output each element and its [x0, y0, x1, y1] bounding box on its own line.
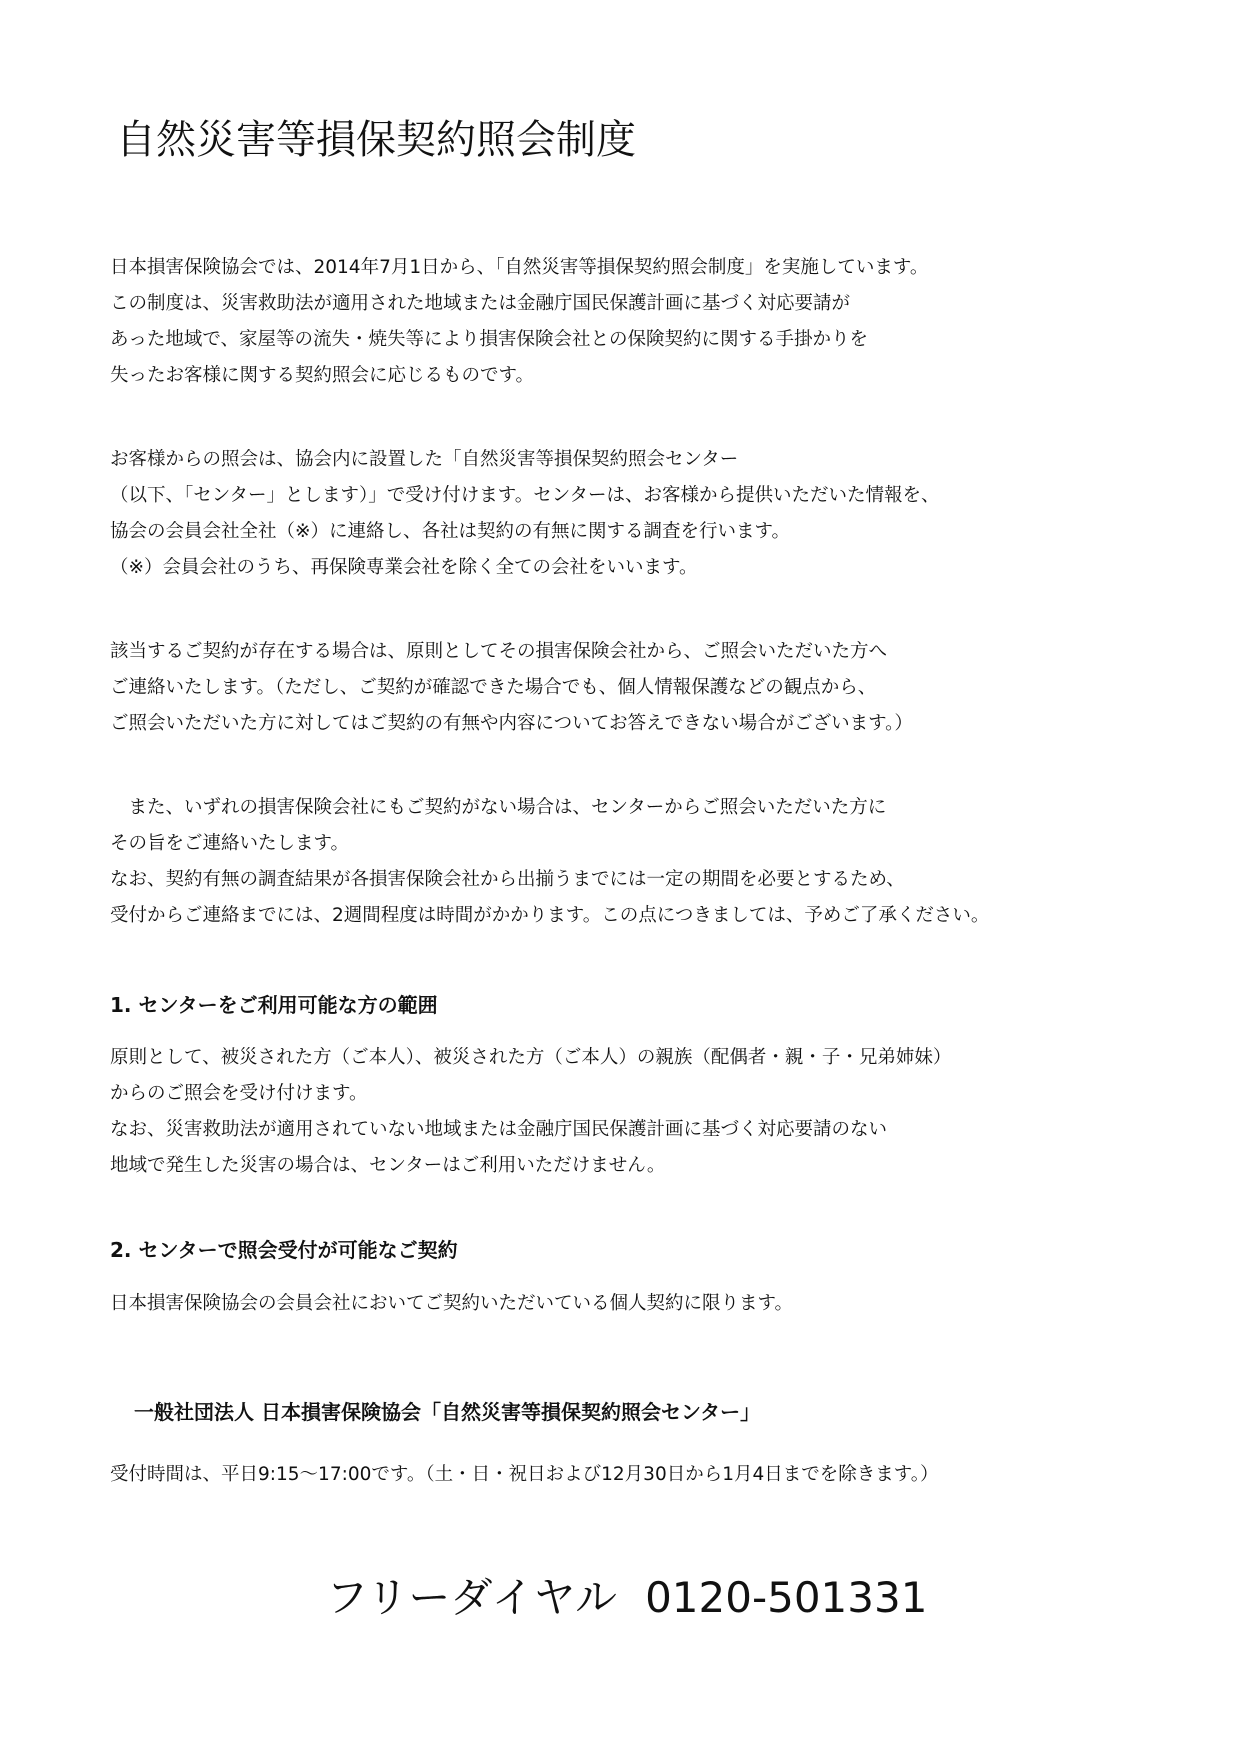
reception-hours: 受付時間は、平日9:15～17:00です。（土・日・祝日および12月30日から1月4日までを除きます。）: [110, 1464, 939, 1485]
section1-heading: 1. センターをご利用可能な方の範囲: [110, 993, 438, 1017]
page-title: 自然災害等損保契約照会制度: [116, 117, 636, 163]
section2-line: 日本損害保険協会の会員会社においてご契約いただいている個人契約に限ります。: [110, 1293, 794, 1314]
contract-found-line: ご照会いただいた方に対してはご契約の有無や内容についてお答えできない場合がございます。）: [110, 713, 913, 734]
contract-found-paragraph: [110, 634, 913, 742]
section1-line: 原則として、被災された方（ご本人）、被災された方（ご本人）の親族（配偶者・親・子・兄弟姉妹）: [110, 1047, 952, 1068]
inquiry-line: （※）会員会社のうち、再保険専業会社を除く全ての会社をいいます。: [110, 557, 698, 578]
inquiry-line: （以下、「センター」とします）」で受け付けます。センターは、お客様から提供いただいた情報を、: [110, 485, 940, 506]
inquiry-line: お客様からの照会は、協会内に設置した「自然災害等損保契約照会センター: [110, 449, 739, 470]
contract-found-line: 該当するご契約が存在する場合は、原則としてその損害保険会社から、ご照会いただいた方へ: [110, 641, 888, 662]
free-dial-number: 0120-501331: [645, 1573, 928, 1622]
organization-name: 一般社団法人 日本損害保険協会「自然災害等損保契約照会センター」: [134, 1400, 761, 1424]
section1-line: 地域で発生した災害の場合は、センターはご利用いただけません。: [110, 1155, 666, 1176]
no-contract-line: 受付からご連絡までには、2週間程度は時間がかかります。この点につきましては、予めご了承ください。: [110, 905, 990, 926]
no-contract-line: また、いずれの損害保険会社にもご契約がない場合は、センターからご照会いただいた方に: [110, 797, 887, 818]
no-contract-line: その旨をご連絡いたします。: [110, 833, 350, 854]
no-contract-line: なお、契約有無の調査結果が各損害保険会社から出揃うまでには一定の期間を必要とするため、: [110, 869, 905, 890]
section1-line: なお、災害救助法が適用されていない地域または金融庁国民保護計画に基づく対応要請のない: [110, 1119, 888, 1140]
section2-body: [110, 1286, 793, 1322]
intro-line: 日本損害保険協会では、2014年7月1日から、「自然災害等損保契約照会制度」を実施しています。: [110, 257, 929, 278]
no-contract-paragraph: [110, 790, 989, 934]
inquiry-paragraph: [110, 442, 940, 586]
intro-line: この制度は、災害救助法が適用された地域または金融庁国民保護計画に基づく対応要請が: [110, 293, 851, 314]
free-dial: [326, 1568, 927, 1628]
intro-line: 失ったお客様に関する契約照会に応じるものです。: [110, 365, 535, 386]
free-dial-label: フリーダイヤル: [326, 1573, 618, 1622]
inquiry-line: 協会の会員会社全社（※）に連絡し、各社は契約の有無に関する調査を行います。: [110, 521, 791, 542]
section1-line: からのご照会を受け付けます。: [110, 1083, 368, 1104]
contract-found-line: ご連絡いたします。（ただし、ご契約が確認できた場合でも、個人情報保護などの観点から、: [110, 677, 877, 698]
section2-heading: 2. センターで照会受付が可能なご契約: [110, 1238, 458, 1262]
intro-line: あった地域で、家屋等の流失・焼失等により損害保険会社との保険契約に関する手掛かりを: [110, 329, 868, 350]
intro-paragraph: [110, 250, 928, 394]
section1-body: [110, 1040, 951, 1184]
